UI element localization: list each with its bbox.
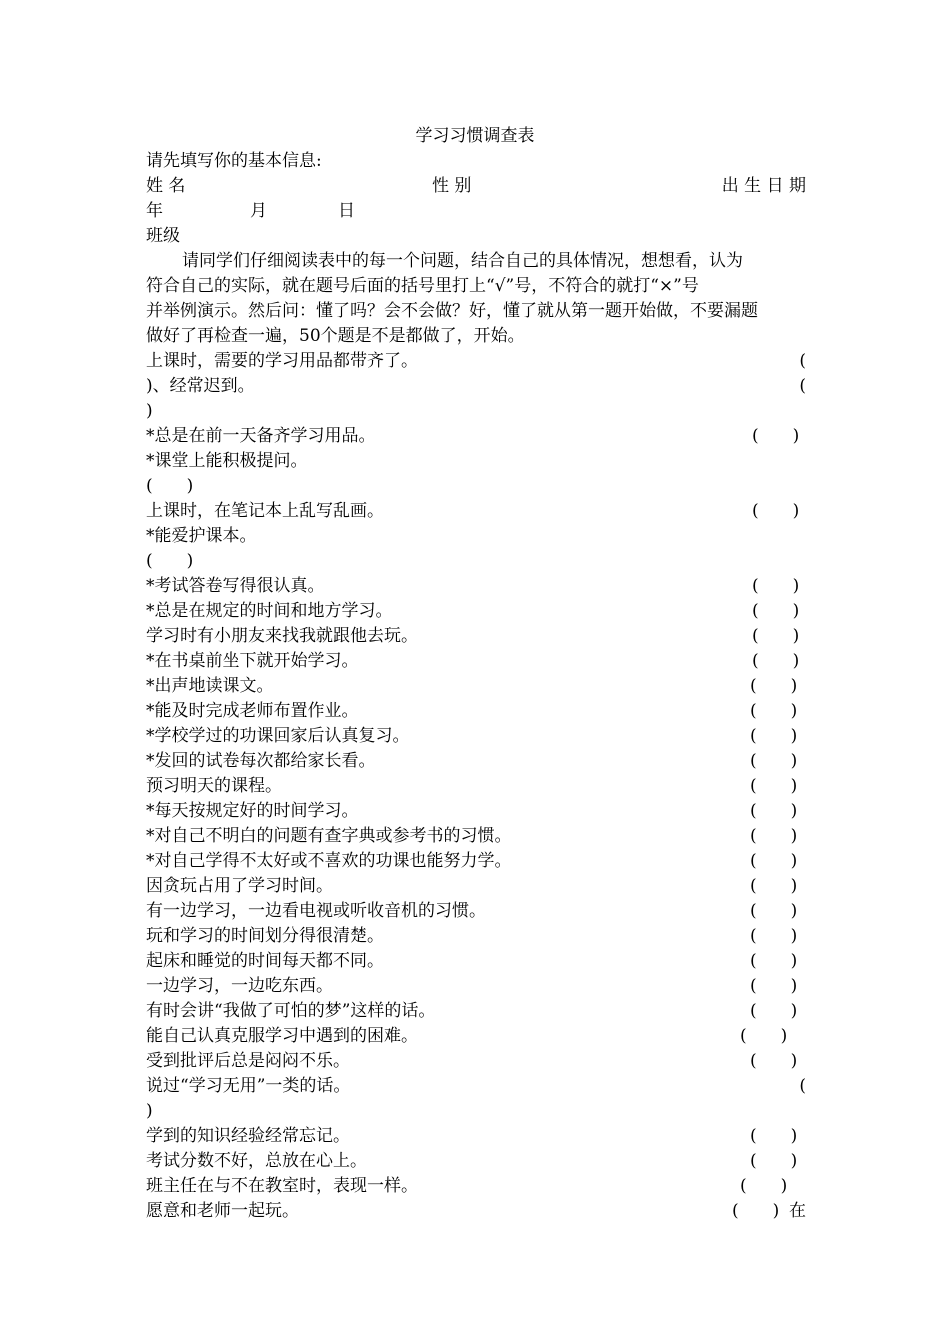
answer-bracket[interactable]: ( ) (750, 751, 798, 771)
answer-bracket[interactable]: ( ) (146, 551, 194, 571)
question-text: 上课时，在笔记本上乱写乱画。 (146, 501, 384, 521)
page-title: 学习习惯调查表 (415, 126, 535, 146)
question-item (146, 874, 806, 899)
question-text: *总是在前一天备齐学习用品。 (146, 426, 376, 446)
answer-bracket[interactable]: ( ) (750, 776, 798, 796)
answer-bracket[interactable]: ( ) (750, 1051, 798, 1071)
question-text: *出声地读课文。 (146, 676, 274, 696)
question-item (146, 649, 806, 674)
question-text: 考试分数不好，总放在心上。 (146, 1151, 367, 1171)
question-text: 因贪玩占用了学习时间。 (146, 876, 333, 896)
question-item (146, 949, 806, 974)
answer-bracket[interactable]: ( ) (750, 976, 798, 996)
question-item (146, 774, 806, 799)
answer-bracket[interactable]: ( ) (750, 726, 798, 746)
gender-label: 性 别 (432, 176, 472, 196)
question-text: 愿意和老师一起玩。 (146, 1201, 299, 1221)
question-item (146, 1174, 806, 1199)
question-item (146, 499, 806, 524)
question-item (146, 524, 806, 549)
answer-bracket[interactable]: ( ) (752, 426, 800, 446)
question-text: *学校学过的功课回家后认真复习。 (146, 726, 410, 746)
question-item (146, 1149, 806, 1174)
answer-bracket[interactable]: ( ) (752, 501, 800, 521)
question-item (146, 1124, 806, 1149)
question-item (146, 449, 806, 474)
question-item (146, 974, 806, 999)
answer-bracket[interactable]: ( ) (750, 876, 798, 896)
answer-bracket[interactable]: ( ) (752, 651, 800, 671)
answer-bracket[interactable]: ( ) (750, 676, 798, 696)
answer-bracket[interactable]: ( ) (752, 601, 800, 621)
continued-text: 在 (789, 1201, 806, 1221)
answer-bracket[interactable]: ( (799, 376, 806, 396)
question-text: 受到批评后总是闷闷不乐。 (146, 1051, 350, 1071)
answer-bracket[interactable]: ( ) (732, 1201, 780, 1221)
question-item (146, 1049, 806, 1074)
question-text: *课堂上能积极提问。 (146, 451, 308, 471)
question-item (146, 574, 806, 599)
info-row-1 (146, 174, 806, 199)
answer-bracket[interactable]: ( ) (750, 901, 798, 921)
question-text: 说过“学习无用”一类的话。 (146, 1076, 351, 1096)
question-item (146, 624, 806, 649)
question-text: 能自己认真克服学习中遇到的困难。 (146, 1026, 418, 1046)
year-label: 年 (146, 201, 163, 221)
question-text: 学到的知识经验经常忘记。 (146, 1126, 350, 1146)
instructions-line-4: 做好了再检查一遍，50个题是不是都做了，开始。 (146, 326, 525, 346)
question-text: *总是在规定的时间和地方学习。 (146, 601, 393, 621)
question-item (146, 899, 806, 924)
question-item (146, 999, 806, 1024)
question-text: 班主任在与不在教室时，表现一样。 (146, 1176, 418, 1196)
instructions-line-1: 请同学们仔细阅读表中的每一个问题，结合自己的具体情况，想想看，认为 (182, 251, 743, 271)
question-text: *能及时完成老师布置作业。 (146, 701, 359, 721)
question-text: *在书桌前坐下就开始学习。 (146, 651, 359, 671)
question-item (146, 1074, 806, 1099)
question-item (146, 674, 806, 699)
question-text: 玩和学习的时间划分得很清楚。 (146, 926, 384, 946)
bracket-line[interactable]: ) (146, 401, 153, 421)
question-text: *每天按规定好的时间学习。 (146, 801, 359, 821)
question-text: *考试答卷写得很认真。 (146, 576, 325, 596)
question-item (146, 824, 806, 849)
question-text: 有一边学习，一边看电视或听收音机的习惯。 (146, 901, 486, 921)
question-item (146, 1199, 806, 1224)
answer-bracket[interactable]: ( (799, 1076, 806, 1096)
month-label: 月 (250, 201, 267, 221)
answer-bracket[interactable]: ( ) (750, 801, 798, 821)
question-item (146, 699, 806, 724)
info-prompt: 请先填写你的基本信息: (146, 151, 322, 171)
question-item (146, 599, 806, 624)
question-text: )、经常迟到。 (146, 376, 255, 396)
name-label: 姓 名 (146, 176, 186, 196)
bracket-line[interactable]: ) (146, 1101, 153, 1121)
question-text: 预习明天的课程。 (146, 776, 282, 796)
question-text: *对自己学得不太好或不喜欢的功课也能努力学。 (146, 851, 512, 871)
question-item (146, 349, 806, 374)
question-text: 上课时，需要的学习用品都带齐了。 (146, 351, 418, 371)
day-label: 日 (338, 201, 355, 221)
question-item (146, 1024, 806, 1049)
question-text: 学习时有小朋友来找我就跟他去玩。 (146, 626, 418, 646)
birth-date-label: 出 生 日 期 (721, 176, 806, 196)
answer-bracket[interactable]: ( ) (146, 476, 194, 496)
info-row-2 (146, 199, 806, 224)
answer-bracket[interactable]: ( ) (750, 826, 798, 846)
instructions-line-2: 符合自己的实际，就在题号后面的括号里打上“√”号，不符合的就打“×”号 (146, 276, 699, 296)
question-text: 一边学习，一边吃东西。 (146, 976, 333, 996)
instructions-line-3: 并举例演示。然后问：懂了吗？会不会做？好，懂了就从第一题开始做，不要漏题 (146, 301, 758, 321)
answer-bracket[interactable]: ( ) (752, 626, 800, 646)
answer-bracket[interactable]: ( ) (740, 1176, 788, 1196)
answer-bracket[interactable]: ( ) (740, 1026, 788, 1046)
question-item (146, 749, 806, 774)
answer-bracket[interactable]: ( ) (750, 1126, 798, 1146)
answer-bracket[interactable]: ( ) (750, 851, 798, 871)
question-item (146, 374, 806, 399)
answer-bracket[interactable]: ( ) (750, 1001, 798, 1021)
question-text: *发回的试卷每次都给家长看。 (146, 751, 376, 771)
answer-bracket[interactable]: ( ) (750, 951, 798, 971)
class-label: 班级 (146, 226, 180, 246)
question-text: *对自己不明白的问题有查字典或参考书的习惯。 (146, 826, 512, 846)
answer-bracket[interactable]: ( (799, 351, 806, 371)
answer-bracket[interactable]: ( ) (750, 926, 798, 946)
question-item (146, 924, 806, 949)
question-item (146, 424, 806, 449)
question-item (146, 849, 806, 874)
question-text: 有时会讲“我做了可怕的梦”这样的话。 (146, 1001, 436, 1021)
answer-bracket[interactable]: ( ) (752, 576, 800, 596)
question-item (146, 799, 806, 824)
question-text: *能爱护课本。 (146, 526, 257, 546)
answer-bracket[interactable]: ( ) (750, 701, 798, 721)
question-item (146, 724, 806, 749)
answer-bracket[interactable]: ( ) (750, 1151, 798, 1171)
question-text: 起床和睡觉的时间每天都不同。 (146, 951, 384, 971)
